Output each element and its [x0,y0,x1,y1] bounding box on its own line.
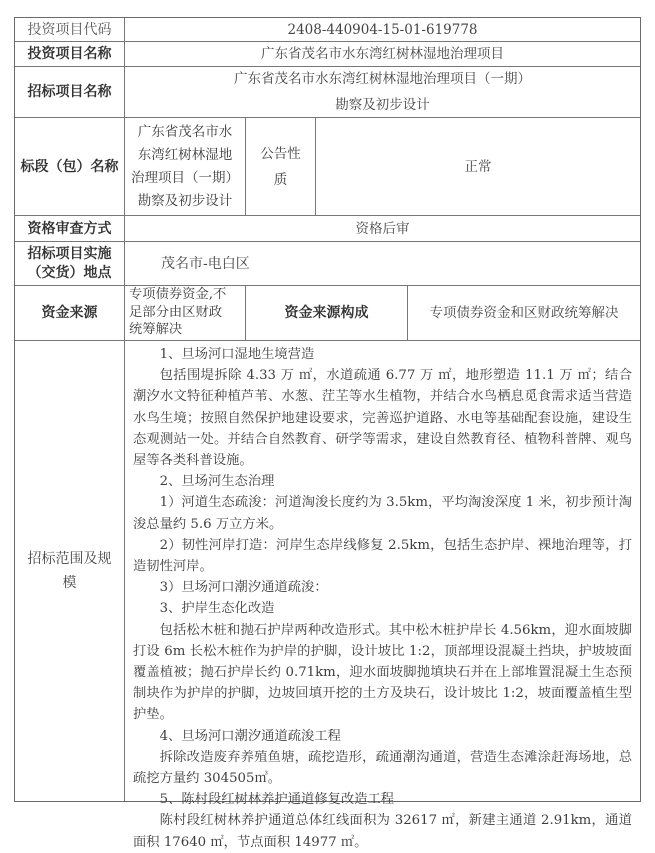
funding-composition-value: 专项债券资金和区财政统筹解决 [429,305,619,321]
row-investment-name [15,42,640,67]
scope-heading: 2、旦场河生态治理 [159,474,275,490]
notice-nature-label-line: 公告性 [260,145,301,162]
location-label [15,242,125,285]
funding-source-line: 专项债券资金,不 [129,287,227,302]
scope-paragraph: 3）旦场河口潮汐通道疏浚： [159,580,328,596]
scope-paragraph: 陈村段红树林养护通道总体红线面积为 32617 ㎡，新建主通道 2.91km，通道面积 17640 ㎡，节点面积 14977 ㎡。 [133,813,632,850]
scope-paragraph: 包括松木桩和抛石护岸两种改造形式。其中松木桩护岸长 4.56km，迎水面坡脚打设 6m 长松木桩作为护岸的护脚，设计坡比 1:2，顶部埋设混凝土挡块，护坡坡面覆盖植被；抛石护岸长约 0.71km，迎水面坡脚抛填块石并在上部堆置混凝土生态预制块作为护岸的护脚，边坡回填开挖的土方及块石，设计坡比 1:2，坡面覆盖植生型护垫。 [133,622,632,723]
tender-project-name-label: 招标项目名称 [15,67,125,117]
scope-label-line: 招标范围及规 [27,551,112,567]
investment-name-label: 投资项目名称 [15,42,125,66]
location-label-line: 招标项目实施 [27,245,112,262]
lot-name-line: 广东省茂名市水 [137,123,233,140]
location-label-line: （交货）地点 [27,264,112,281]
row-location [15,242,640,286]
row-lot-name [15,118,640,216]
scope-heading: 3、护岸生态化改造 [159,601,275,617]
tender-info-table [14,17,641,850]
scope-paragraph: 2）韧性河岸打造：河岸生态岸线修复 2.5km，包括生态护岸、裸地治理等，打造韧性河岸。 [133,537,632,575]
investment-name-value: 广东省茂名市水东湾红树林湿地治理项目 [261,46,504,62]
notice-nature-value: 正常 [464,158,492,175]
row-investment-code [15,18,640,42]
scope-label [15,341,125,801]
tender-project-name-value [125,67,640,117]
scope-heading: 4、旦场河口潮汐通道疏浚工程 [159,728,341,744]
tender-project-name-line-2: 勘察及初步设计 [335,97,430,113]
qualification-review-value: 资格后审 [355,220,410,237]
investment-code-value: 2408-440904-15-01-619778 [287,21,478,38]
scope-paragraph: 包括围堤拆除 4.33 万 ㎡，水道疏通 6.77 万 ㎡，地形塑造 11.1 万 ㎡；结合潮汐水文特征种植芦苇、水葱、茳芏等水生植物，并结合水鸟栖息觅食需求适当营造水鸟生境；按照自然保护地建设要求，完善巡护道路、水电等基础配套设施，建设生态观测站一处。并结合自然教育、研学等需求，建设自然教育径、植物科普牌、观鸟屋等各类科普设施。 [133,368,632,469]
scope-content [125,341,640,850]
location-value: 茂名市-电白区 [161,255,250,272]
row-scope [15,341,640,850]
scope-heading: 1、旦场河口湿地生境营造 [159,347,315,362]
scope-paragraph: 拆除改造废弃养殖鱼塘，疏挖造形，疏通潮沟通道，营造生态滩涂赶海场地，总疏挖方量约 304505㎥。 [133,749,632,787]
funding-source-value [125,286,246,340]
investment-code-label: 投资项目代码 [15,18,125,41]
row-tender-project-name [15,67,640,118]
qualification-review-label: 资格审查方式 [15,216,125,241]
row-qualification-review [15,216,640,242]
funding-source-line: 统筹解决 [129,322,183,337]
lot-name-label: 标段（包）名称 [15,118,125,215]
lot-name-line: 治理项目（一期） [131,169,239,186]
row-funding [15,286,640,341]
notice-nature-label-line: 质 [273,171,288,188]
lot-name-line: 勘察及初步设计 [137,192,233,209]
notice-nature-label [246,118,316,215]
lot-name-line: 东湾红树林湿地 [137,146,233,163]
funding-source-label: 资金来源 [15,286,125,340]
funding-source-line: 足部分由区财政 [129,304,223,320]
scope-label-line: 模 [62,575,77,591]
tender-project-name-line-1: 广东省茂名市水东湾红树林湿地治理项目（一期） [234,71,531,87]
scope-heading: 5、陈村段红树林养护通道修复改造工程 [159,792,395,808]
scope-paragraph: 1）河道生态疏浚：河道淘浚长度约为 3.5km，平均淘浚深度 1 米，初步预计淘浚总量约 5.6 万立方米。 [133,495,632,532]
lot-name-value [125,118,246,215]
funding-composition-label: 资金来源构成 [246,286,408,340]
